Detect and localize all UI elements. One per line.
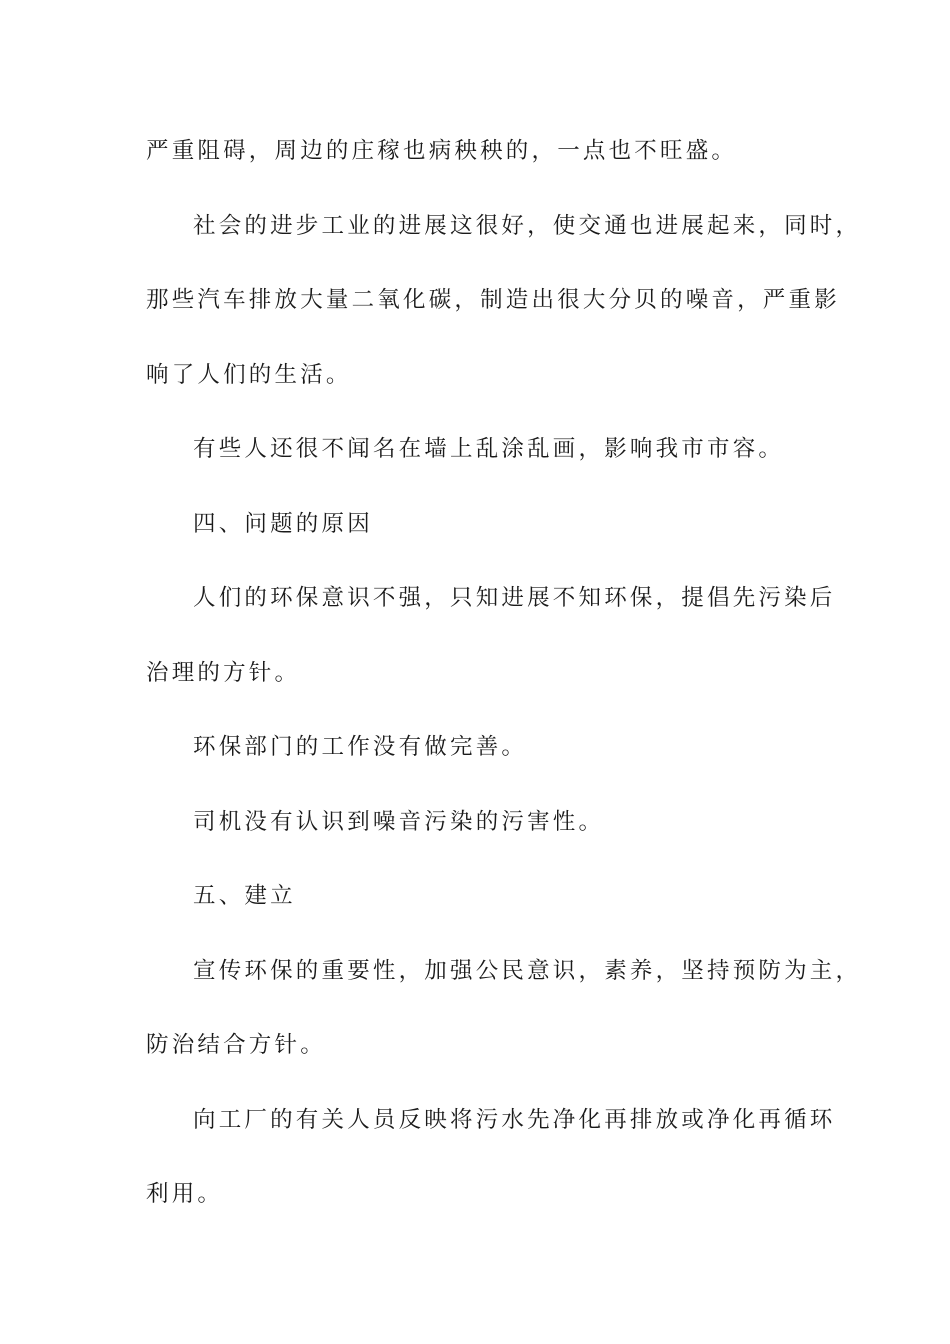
paragraph-line: 社会的进步工业的进展这很好，使交通也进展起来，同时，	[193, 213, 862, 239]
text-line: 那些汽车排放大量二氧化碳，制造出很大分贝的噪音，严重影	[146, 287, 840, 313]
section-heading: 五、建立	[193, 883, 296, 909]
text-line: 防治结合方针。	[146, 1032, 326, 1058]
paragraph-line: 人们的环保意识不强，只知进展不知环保，提倡先污染后	[193, 585, 836, 611]
text-line: 利用。	[146, 1181, 224, 1207]
text-line: 响了人们的生活。	[146, 362, 352, 388]
text-line: 治理的方针。	[146, 660, 301, 686]
text-line: 严重阻碍，周边的庄稼也病秧秧的，一点也不旺盛。	[146, 138, 738, 164]
paragraph-line: 宣传环保的重要性，加强公民意识，素养，坚持预防为主，	[193, 958, 862, 984]
paragraph-line: 向工厂的有关人员反映将污水先净化再排放或净化再循环	[193, 1107, 836, 1133]
paragraph-line: 环保部门的工作没有做完善。	[193, 734, 528, 760]
section-heading: 四、问题的原因	[193, 511, 373, 537]
paragraph-line: 有些人还很不闻名在墙上乱涂乱画，影响我市市容。	[193, 436, 785, 462]
paragraph-line: 司机没有认识到噪音污染的污害性。	[193, 809, 605, 835]
